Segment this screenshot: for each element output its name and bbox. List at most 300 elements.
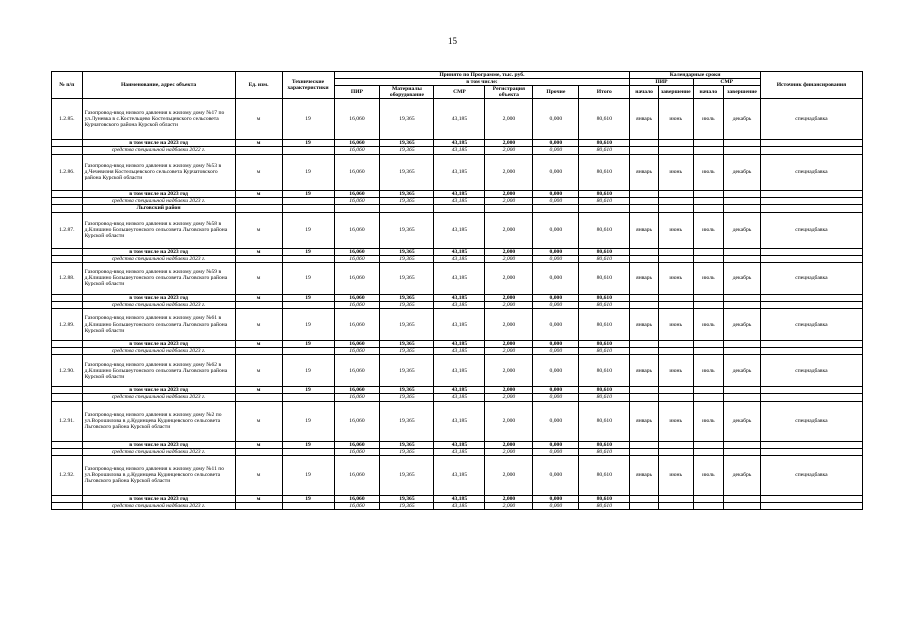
empty-cell [724,255,761,262]
subtotal-total: 80,610 [579,387,630,394]
empty-cell [724,387,761,394]
object-tech: 19 [282,355,334,387]
subtotal-tech: 19 [282,294,334,301]
object-total: 80,610 [579,262,630,294]
object-name: Газопровод-ввод низкого давления к жилому дому №11 по ул.Ворошилова в д.Кудинцева Кудинцевского сельсовета Льговского района Курской области [82,455,235,495]
funding-source-label: средства специальной надбавки 2023 г. [82,448,235,455]
funding-other: 0,000 [533,348,579,355]
funding-pir: 16,060 [334,147,380,154]
empty-cell [760,255,862,262]
funding-source-row [52,502,863,509]
empty-cell [693,394,724,401]
empty-cell [724,302,761,309]
funding-total: 80,610 [579,255,630,262]
empty-cell [52,448,83,455]
empty-cell [52,387,83,394]
empty-cell [693,448,724,455]
object-other: 0,000 [533,154,579,190]
empty-cell [658,248,693,255]
subtotal-registration: 2,000 [485,140,533,147]
funding-materials: 19,365 [380,302,434,309]
funding-other: 0,000 [533,448,579,455]
object-smr-start: июль [693,401,724,441]
subtotal-materials: 19,365 [380,190,434,197]
funding-other: 0,000 [533,302,579,309]
funding-total: 80,610 [579,197,630,204]
funding-source-row [52,147,863,154]
object-name: Газопровод-ввод низкого давления к жилому дому №53 в д.Чечевизня Костельцевского сельсовета Курчатовского района Курской области [82,154,235,190]
object-pir-end: июнь [658,262,693,294]
funding-source-label: средства специальной надбавки 2023 г. [82,348,235,355]
object-pir-end: июнь [658,355,693,387]
header-registration: Регистрация объекта [485,86,533,99]
object-num: 1.2.91. [52,401,83,441]
subtotal-unit: м [235,387,282,394]
object-name: Газопровод-ввод низкого давления к жилому дому №59 в д.Клишино Большеугонского сельсовета Льговского района Курской области [82,262,235,294]
empty-cell [658,140,693,147]
subtotal-registration: 2,000 [485,190,533,197]
object-pir: 16,060 [334,212,380,248]
empty-cell [658,387,693,394]
empty-cell [693,348,724,355]
district-name: Льговский район [82,204,235,212]
subtotal-tech: 19 [282,248,334,255]
subtotal-pir: 16,060 [334,248,380,255]
empty-cell [52,255,83,262]
empty-cell [235,302,282,309]
empty-cell [760,495,862,502]
object-other: 0,000 [533,309,579,341]
object-tech: 19 [282,401,334,441]
empty-cell [658,204,693,212]
empty-cell [485,204,533,212]
subtotal-other: 0,000 [533,441,579,448]
empty-cell [52,204,83,212]
funding-pir: 16,060 [334,302,380,309]
subtotal-unit: м [235,190,282,197]
funding-source-row [52,448,863,455]
empty-cell [760,387,862,394]
object-other: 0,000 [533,212,579,248]
subtotal-other: 0,000 [533,140,579,147]
subtotal-tech: 19 [282,341,334,348]
header-num: № п/п [52,72,83,99]
object-num: 1.2.86. [52,154,83,190]
empty-cell [630,204,659,212]
subtotal-registration: 2,000 [485,294,533,301]
empty-cell [235,502,282,509]
empty-cell [760,394,862,401]
funding-pir: 16,060 [334,197,380,204]
empty-cell [52,348,83,355]
funding-materials: 19,365 [380,147,434,154]
funding-source-row [52,394,863,401]
object-total: 80,610 [579,154,630,190]
subtotal-registration: 2,000 [485,341,533,348]
funding-pir: 16,060 [334,255,380,262]
object-pir: 16,060 [334,355,380,387]
empty-cell [235,204,282,212]
empty-cell [724,495,761,502]
subtotal-row [52,248,863,255]
object-tech: 19 [282,212,334,248]
object-other: 0,000 [533,401,579,441]
object-pir: 16,060 [334,455,380,495]
subtotal-other: 0,000 [533,341,579,348]
empty-cell [693,248,724,255]
object-row [52,99,863,140]
subtotal-total: 80,610 [579,441,630,448]
empty-cell [693,255,724,262]
object-unit: м [235,355,282,387]
object-unit: м [235,262,282,294]
object-smr: 43,185 [434,154,485,190]
object-smr-end: декабрь [724,401,761,441]
empty-cell [282,348,334,355]
empty-cell [760,441,862,448]
funding-other: 0,000 [533,394,579,401]
empty-cell [760,341,862,348]
empty-cell [630,495,659,502]
object-registration: 2,000 [485,355,533,387]
object-total: 80,610 [579,455,630,495]
header-smr-end: завершение [724,86,761,99]
object-registration: 2,000 [485,154,533,190]
subtotal-label: в том числе на 2023 год [82,341,235,348]
header-source: Источник финансирования [760,72,862,99]
object-materials: 19,365 [380,401,434,441]
subtotal-pir: 16,060 [334,495,380,502]
object-pir-end: июнь [658,154,693,190]
object-row [52,154,863,190]
header-name: Наименование, адрес объекта [82,72,235,99]
empty-cell [693,495,724,502]
subtotal-pir: 16,060 [334,341,380,348]
funding-smr: 43,185 [434,147,485,154]
empty-cell [630,502,659,509]
object-smr-end: декабрь [724,99,761,140]
subtotal-smr: 43,185 [434,495,485,502]
object-total: 80,610 [579,309,630,341]
object-source: спецнадбавка [760,455,862,495]
subtotal-unit: м [235,495,282,502]
object-total: 80,610 [579,99,630,140]
empty-cell [658,294,693,301]
object-pir-start: январь [630,99,659,140]
empty-cell [724,502,761,509]
object-tech: 19 [282,455,334,495]
funding-materials: 19,365 [380,197,434,204]
subtotal-registration: 2,000 [485,495,533,502]
object-pir-start: январь [630,154,659,190]
object-registration: 2,000 [485,212,533,248]
subtotal-row [52,387,863,394]
object-pir-end: июнь [658,401,693,441]
empty-cell [724,294,761,301]
subtotal-materials: 19,365 [380,387,434,394]
object-row [52,309,863,341]
object-row [52,455,863,495]
funding-pir: 16,060 [334,394,380,401]
object-registration: 2,000 [485,455,533,495]
empty-cell [630,448,659,455]
empty-cell [630,341,659,348]
empty-cell [760,502,862,509]
funding-total: 80,610 [579,348,630,355]
subtotal-pir: 16,060 [334,190,380,197]
empty-cell [630,255,659,262]
header-cal-pir: ПИР [630,79,693,86]
empty-cell [235,348,282,355]
object-materials: 19,365 [380,99,434,140]
empty-cell [760,248,862,255]
object-name: Газопровод-ввод низкого давления к жилому дому №17 по ул.Луневка в с.Костельцево Костельцевского сельсовета Курчатовского района Курской области [82,99,235,140]
object-smr-start: июль [693,355,724,387]
funding-other: 0,000 [533,255,579,262]
object-registration: 2,000 [485,262,533,294]
object-tech: 19 [282,99,334,140]
funding-source-label: средства специальной надбавки 2023 г. [82,302,235,309]
funding-total: 80,610 [579,147,630,154]
object-unit: м [235,99,282,140]
object-pir: 16,060 [334,401,380,441]
empty-cell [52,502,83,509]
funding-registration: 2,000 [485,348,533,355]
funding-total: 80,610 [579,302,630,309]
empty-cell [760,140,862,147]
empty-cell [760,204,862,212]
object-num: 1.2.89. [52,309,83,341]
empty-cell [630,294,659,301]
empty-cell [724,147,761,154]
object-smr-end: декабрь [724,309,761,341]
object-unit: м [235,212,282,248]
empty-cell [724,341,761,348]
subtotal-smr: 43,185 [434,140,485,147]
object-source: спецнадбавка [760,154,862,190]
empty-cell [760,448,862,455]
empty-cell [693,204,724,212]
subtotal-registration: 2,000 [485,387,533,394]
empty-cell [658,495,693,502]
subtotal-materials: 19,365 [380,495,434,502]
object-pir: 16,060 [334,99,380,140]
empty-cell [235,147,282,154]
funding-source-row [52,302,863,309]
funding-source-row [52,255,863,262]
empty-cell [760,147,862,154]
empty-cell [658,147,693,154]
object-materials: 19,365 [380,154,434,190]
header-cal-smr: СМР [693,79,760,86]
funding-registration: 2,000 [485,147,533,154]
subtotal-total: 80,610 [579,248,630,255]
empty-cell [52,302,83,309]
funding-other: 0,000 [533,197,579,204]
object-source: спецнадбавка [760,355,862,387]
empty-cell [658,394,693,401]
funding-registration: 2,000 [485,302,533,309]
empty-cell [693,341,724,348]
district-row [52,204,863,212]
empty-cell [52,441,83,448]
funding-source-label: средства специальной надбавки 2023 г. [82,255,235,262]
header-unit: Ед. изм. [235,72,282,99]
object-smr-end: декабрь [724,355,761,387]
subtotal-row [52,495,863,502]
subtotal-pir: 16,060 [334,387,380,394]
subtotal-smr: 43,185 [434,441,485,448]
object-other: 0,000 [533,262,579,294]
object-smr-start: июль [693,455,724,495]
subtotal-smr: 43,185 [434,248,485,255]
object-num: 1.2.90. [52,355,83,387]
header-incl: в том числе: [334,79,630,86]
header-pir: ПИР [334,86,380,99]
funding-source-label: средства специальной надбавки 2023 г. [82,394,235,401]
header-smr-start: начало [693,86,724,99]
empty-cell [235,197,282,204]
empty-cell [630,394,659,401]
subtotal-total: 80,610 [579,294,630,301]
object-pir: 16,060 [334,309,380,341]
table-header [52,72,863,99]
subtotal-unit: м [235,294,282,301]
funding-registration: 2,000 [485,448,533,455]
subtotal-total: 80,610 [579,495,630,502]
object-other: 0,000 [533,355,579,387]
empty-cell [235,394,282,401]
empty-cell [693,147,724,154]
funding-source-row [52,348,863,355]
empty-cell [282,147,334,154]
header-tech: Технические характеристики [282,72,334,99]
empty-cell [658,348,693,355]
header-materials: Материалы оборудование [380,86,434,99]
object-smr-start: июль [693,262,724,294]
subtotal-other: 0,000 [533,495,579,502]
funding-source-row [52,197,863,204]
empty-cell [630,302,659,309]
empty-cell [334,204,380,212]
object-pir-start: январь [630,455,659,495]
empty-cell [658,197,693,204]
subtotal-smr: 43,185 [434,294,485,301]
subtotal-label: в том числе на 2023 год [82,441,235,448]
object-source: спецнадбавка [760,401,862,441]
subtotal-materials: 19,365 [380,341,434,348]
empty-cell [724,190,761,197]
object-total: 80,610 [579,355,630,387]
subtotal-row [52,341,863,348]
empty-cell [658,448,693,455]
funding-pir: 16,060 [334,448,380,455]
object-name: Газопровод-ввод низкого давления к жилому дому №61 в д.Клишино Большеугонского сельсовета Льговского района Курской области [82,309,235,341]
subtotal-materials: 19,365 [380,140,434,147]
empty-cell [693,294,724,301]
empty-cell [760,302,862,309]
empty-cell [760,348,862,355]
subtotal-registration: 2,000 [485,248,533,255]
funding-total: 80,610 [579,502,630,509]
object-pir: 16,060 [334,262,380,294]
object-row [52,401,863,441]
object-unit: м [235,154,282,190]
object-smr: 43,185 [434,99,485,140]
subtotal-unit: м [235,341,282,348]
object-source: спецнадбавка [760,99,862,140]
object-smr-end: декабрь [724,262,761,294]
object-smr-start: июль [693,212,724,248]
funding-source-label: средства специальной надбавки 2023 г. [82,502,235,509]
empty-cell [52,294,83,301]
funding-materials: 19,365 [380,502,434,509]
empty-cell [282,394,334,401]
object-registration: 2,000 [485,309,533,341]
funding-smr: 43,185 [434,394,485,401]
object-row [52,212,863,248]
empty-cell [630,147,659,154]
subtotal-tech: 19 [282,387,334,394]
funding-materials: 19,365 [380,348,434,355]
empty-cell [760,190,862,197]
funding-smr: 43,185 [434,197,485,204]
object-pir-end: июнь [658,455,693,495]
subtotal-unit: м [235,248,282,255]
empty-cell [630,348,659,355]
subtotal-row [52,190,863,197]
subtotal-row [52,294,863,301]
object-registration: 2,000 [485,401,533,441]
funding-registration: 2,000 [485,394,533,401]
funding-registration: 2,000 [485,255,533,262]
table-body [52,99,863,510]
funding-pir: 16,060 [334,502,380,509]
object-pir: 16,060 [334,154,380,190]
empty-cell [693,140,724,147]
header-pir-start: начало [630,86,659,99]
header-pir-end: завершение [658,86,693,99]
funding-source-label: средства специальной надбавки 2022 г. [82,147,235,154]
object-materials: 19,365 [380,262,434,294]
empty-cell [52,147,83,154]
empty-cell [380,204,434,212]
object-smr-end: декабрь [724,212,761,248]
object-row [52,355,863,387]
subtotal-label: в том числе на 2023 год [82,140,235,147]
empty-cell [658,441,693,448]
page-number: 15 [448,36,457,46]
subtotal-tech: 19 [282,140,334,147]
subtotal-smr: 43,185 [434,387,485,394]
object-smr-end: декабрь [724,455,761,495]
empty-cell [630,387,659,394]
object-materials: 19,365 [380,212,434,248]
empty-cell [724,140,761,147]
empty-cell [724,348,761,355]
funding-total: 80,610 [579,394,630,401]
object-unit: м [235,309,282,341]
empty-cell [693,502,724,509]
subtotal-other: 0,000 [533,387,579,394]
subtotal-materials: 19,365 [380,441,434,448]
funding-materials: 19,365 [380,255,434,262]
object-unit: м [235,455,282,495]
funding-total: 80,610 [579,448,630,455]
object-name: Газопровод-ввод низкого давления к жилому дому №58 в д.Клишино Большеугонского сельсовета Льговского района Курской области [82,212,235,248]
empty-cell [693,197,724,204]
empty-cell [52,248,83,255]
